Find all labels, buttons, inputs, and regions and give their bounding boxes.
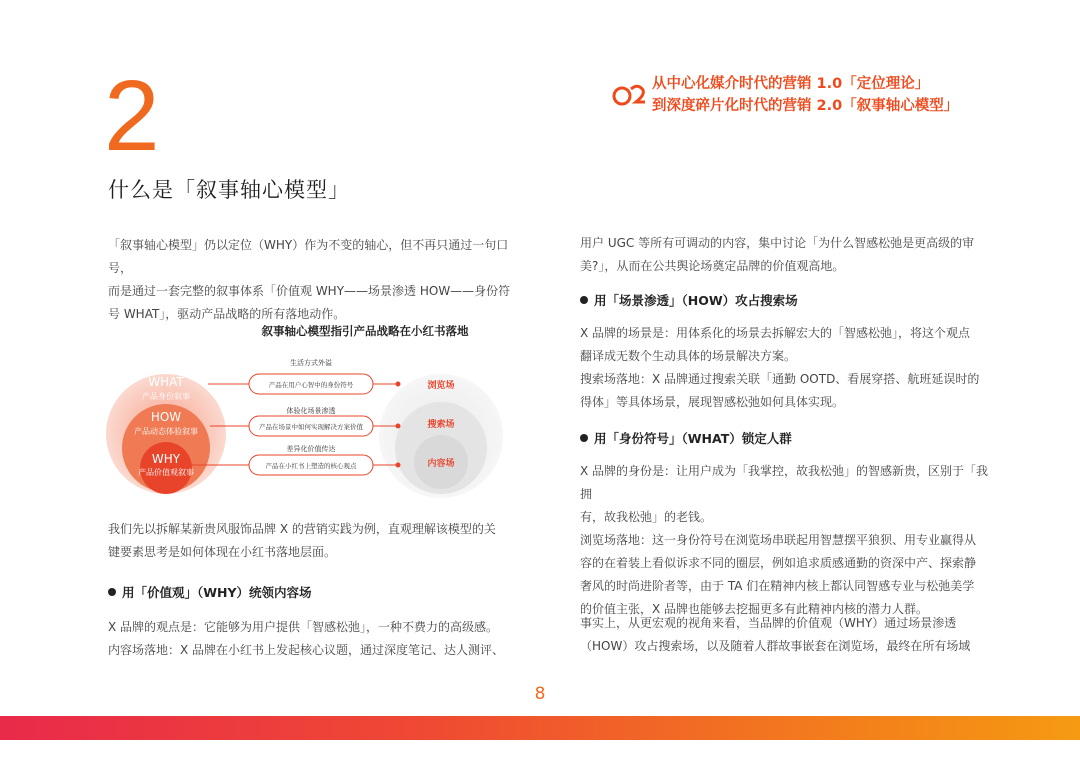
scene-label-browse: 浏览场 xyxy=(427,381,455,391)
row-caption: 差异化价值传达 xyxy=(286,445,336,453)
text-line: X 品牌的观点是：它能够为用户提供「智感松弛」，一种不费力的高级感。 xyxy=(108,620,499,634)
chapter-header xyxy=(612,72,992,116)
text-line: X 品牌的身份是：让用户成为「我掌控，故我松弛」的智感新贵，区别于「我拥 xyxy=(580,464,989,501)
why-paragraph xyxy=(108,616,518,662)
text-line: 美?」，从而在公共舆论场奠定品牌的价值观高地。 xyxy=(580,259,845,273)
page-number: 8 xyxy=(534,684,546,704)
bullet-heading-text: 用「场景渗透」（HOW）攻占搜索场 xyxy=(594,293,798,308)
how-paragraph xyxy=(580,322,990,414)
text-line: 而是通过一套完整的叙事体系「价值观 WHY——场景渗透 HOW——身份符 xyxy=(108,284,511,298)
what-label: WHAT xyxy=(148,375,184,389)
text-line: 用户 UGC 等所有可调动的内容，集中讨论「为什么智感松弛是更高级的审 xyxy=(580,236,975,250)
text-line: 我们先以拆解某新贵风服饰品牌 X 的营销实践为例，直观理解该模型的关 xyxy=(108,522,496,536)
text-line: 内容场落地：X 品牌在小红书上发起核心议题，通过深度笔记、达人测评、 xyxy=(108,643,505,657)
text-line: 翻译成无数个生动具体的场景解决方案。 xyxy=(580,349,797,363)
text-line: 得体」等具体场景，展现智感松弛如何具体实现。 xyxy=(580,395,845,409)
text-line: 事实上，从更宏观的视角来看，当品牌的价值观（WHY）通过场景渗透 xyxy=(580,616,957,630)
why-sublabel: 产品价值观叙事 xyxy=(138,468,194,477)
bullet-heading-why xyxy=(108,582,312,604)
chapter-title-line-2: 到深度碎片化时代的营销 2.0「叙事轴心模型」 xyxy=(652,98,959,114)
bullet-heading-how xyxy=(580,290,798,312)
chapter-title-line-1: 从中心化媒介时代的营销 1.0「定位理论」 xyxy=(652,76,930,92)
footer-gradient-bar xyxy=(0,716,1080,740)
closing-paragraph xyxy=(580,612,990,658)
text-line: 有，故我松弛」的老钱。 xyxy=(580,510,713,524)
row-box-text: 产品在用户心智中的身份符号 xyxy=(268,381,354,389)
chapter-badge-icon xyxy=(612,80,648,110)
what-paragraph xyxy=(580,460,990,621)
connector-dot xyxy=(396,382,401,387)
bullet-heading-text: 用「身份符号」（WHAT）锁定人群 xyxy=(594,431,792,446)
narrative-axis-diagram xyxy=(106,344,526,516)
text-line: 奢风的时尚进阶者等，由于 TA 们在精神内核上都认同智感专业与松弛美学 xyxy=(580,579,975,593)
how-sublabel: 产品动态体验叙事 xyxy=(134,427,198,436)
row-caption: 生活方式外溢 xyxy=(290,359,332,367)
text-line: （HOW）攻占搜索场，以及随着人群故事嵌套在浏览场，最终在所有场域 xyxy=(580,639,971,653)
scene-label-content: 内容场 xyxy=(427,459,455,469)
bullet-heading-what xyxy=(580,428,792,450)
why-label: WHY xyxy=(151,452,181,466)
text-line: 号 WHAT」，驱动产品战略的所有落地动作。 xyxy=(108,307,346,321)
text-line: 「叙事轴心模型」仍以定位（WHY）作为不变的轴心，但不再只通过一句口号， xyxy=(108,238,509,275)
figure-title: 叙事轴心模型指引产品战略在小红书落地 xyxy=(261,324,469,338)
what-sublabel: 产品身份叙事 xyxy=(142,392,190,401)
section-title: 什么是「叙事轴心模型」 xyxy=(108,178,350,202)
text-line: X 品牌的场景是：用体系化的场景去拆解宏大的「智感松弛」，将这个观点 xyxy=(580,326,971,340)
bullet-dot-icon xyxy=(580,434,588,442)
connector-dot xyxy=(396,463,401,468)
text-line: 搜索场落地：X 品牌通过搜索关联「通勤 OOTD、看展穿搭、航班延误时的 xyxy=(580,372,980,386)
continued-paragraph xyxy=(580,232,990,278)
text-line: 的价值主张，X 品牌也能够去挖掘更多有此精神内核的潜力人群。 xyxy=(580,602,929,616)
connector-dot xyxy=(396,424,401,429)
bullet-dot-icon xyxy=(580,296,588,304)
case-intro-paragraph xyxy=(108,518,518,564)
row-caption: 体验化场景渗透 xyxy=(286,407,336,415)
scene-label-search: 搜索场 xyxy=(427,420,455,430)
intro-paragraph xyxy=(108,234,518,326)
how-label: HOW xyxy=(150,410,182,424)
bullet-heading-text: 用「价值观」（WHY）统领内容场 xyxy=(122,585,312,600)
row-box-text: 产品在场景中如何实现解决方案价值 xyxy=(259,423,363,431)
text-line: 浏览场落地：这一身份符号在浏览场串联起用智慧摆平狼狈、用专业赢得从 xyxy=(580,533,977,547)
text-line: 容的在着装上看似诉求不同的圈层，例如追求质感通勤的资深中产、探索静 xyxy=(580,556,977,570)
bullet-dot-icon xyxy=(108,588,116,596)
row-box-text: 产品在小红书上塑造的核心观点 xyxy=(265,462,357,470)
text-line: 键要素思考是如何体现在小红书落地层面。 xyxy=(108,545,337,559)
section-number: 2 xyxy=(104,60,160,172)
